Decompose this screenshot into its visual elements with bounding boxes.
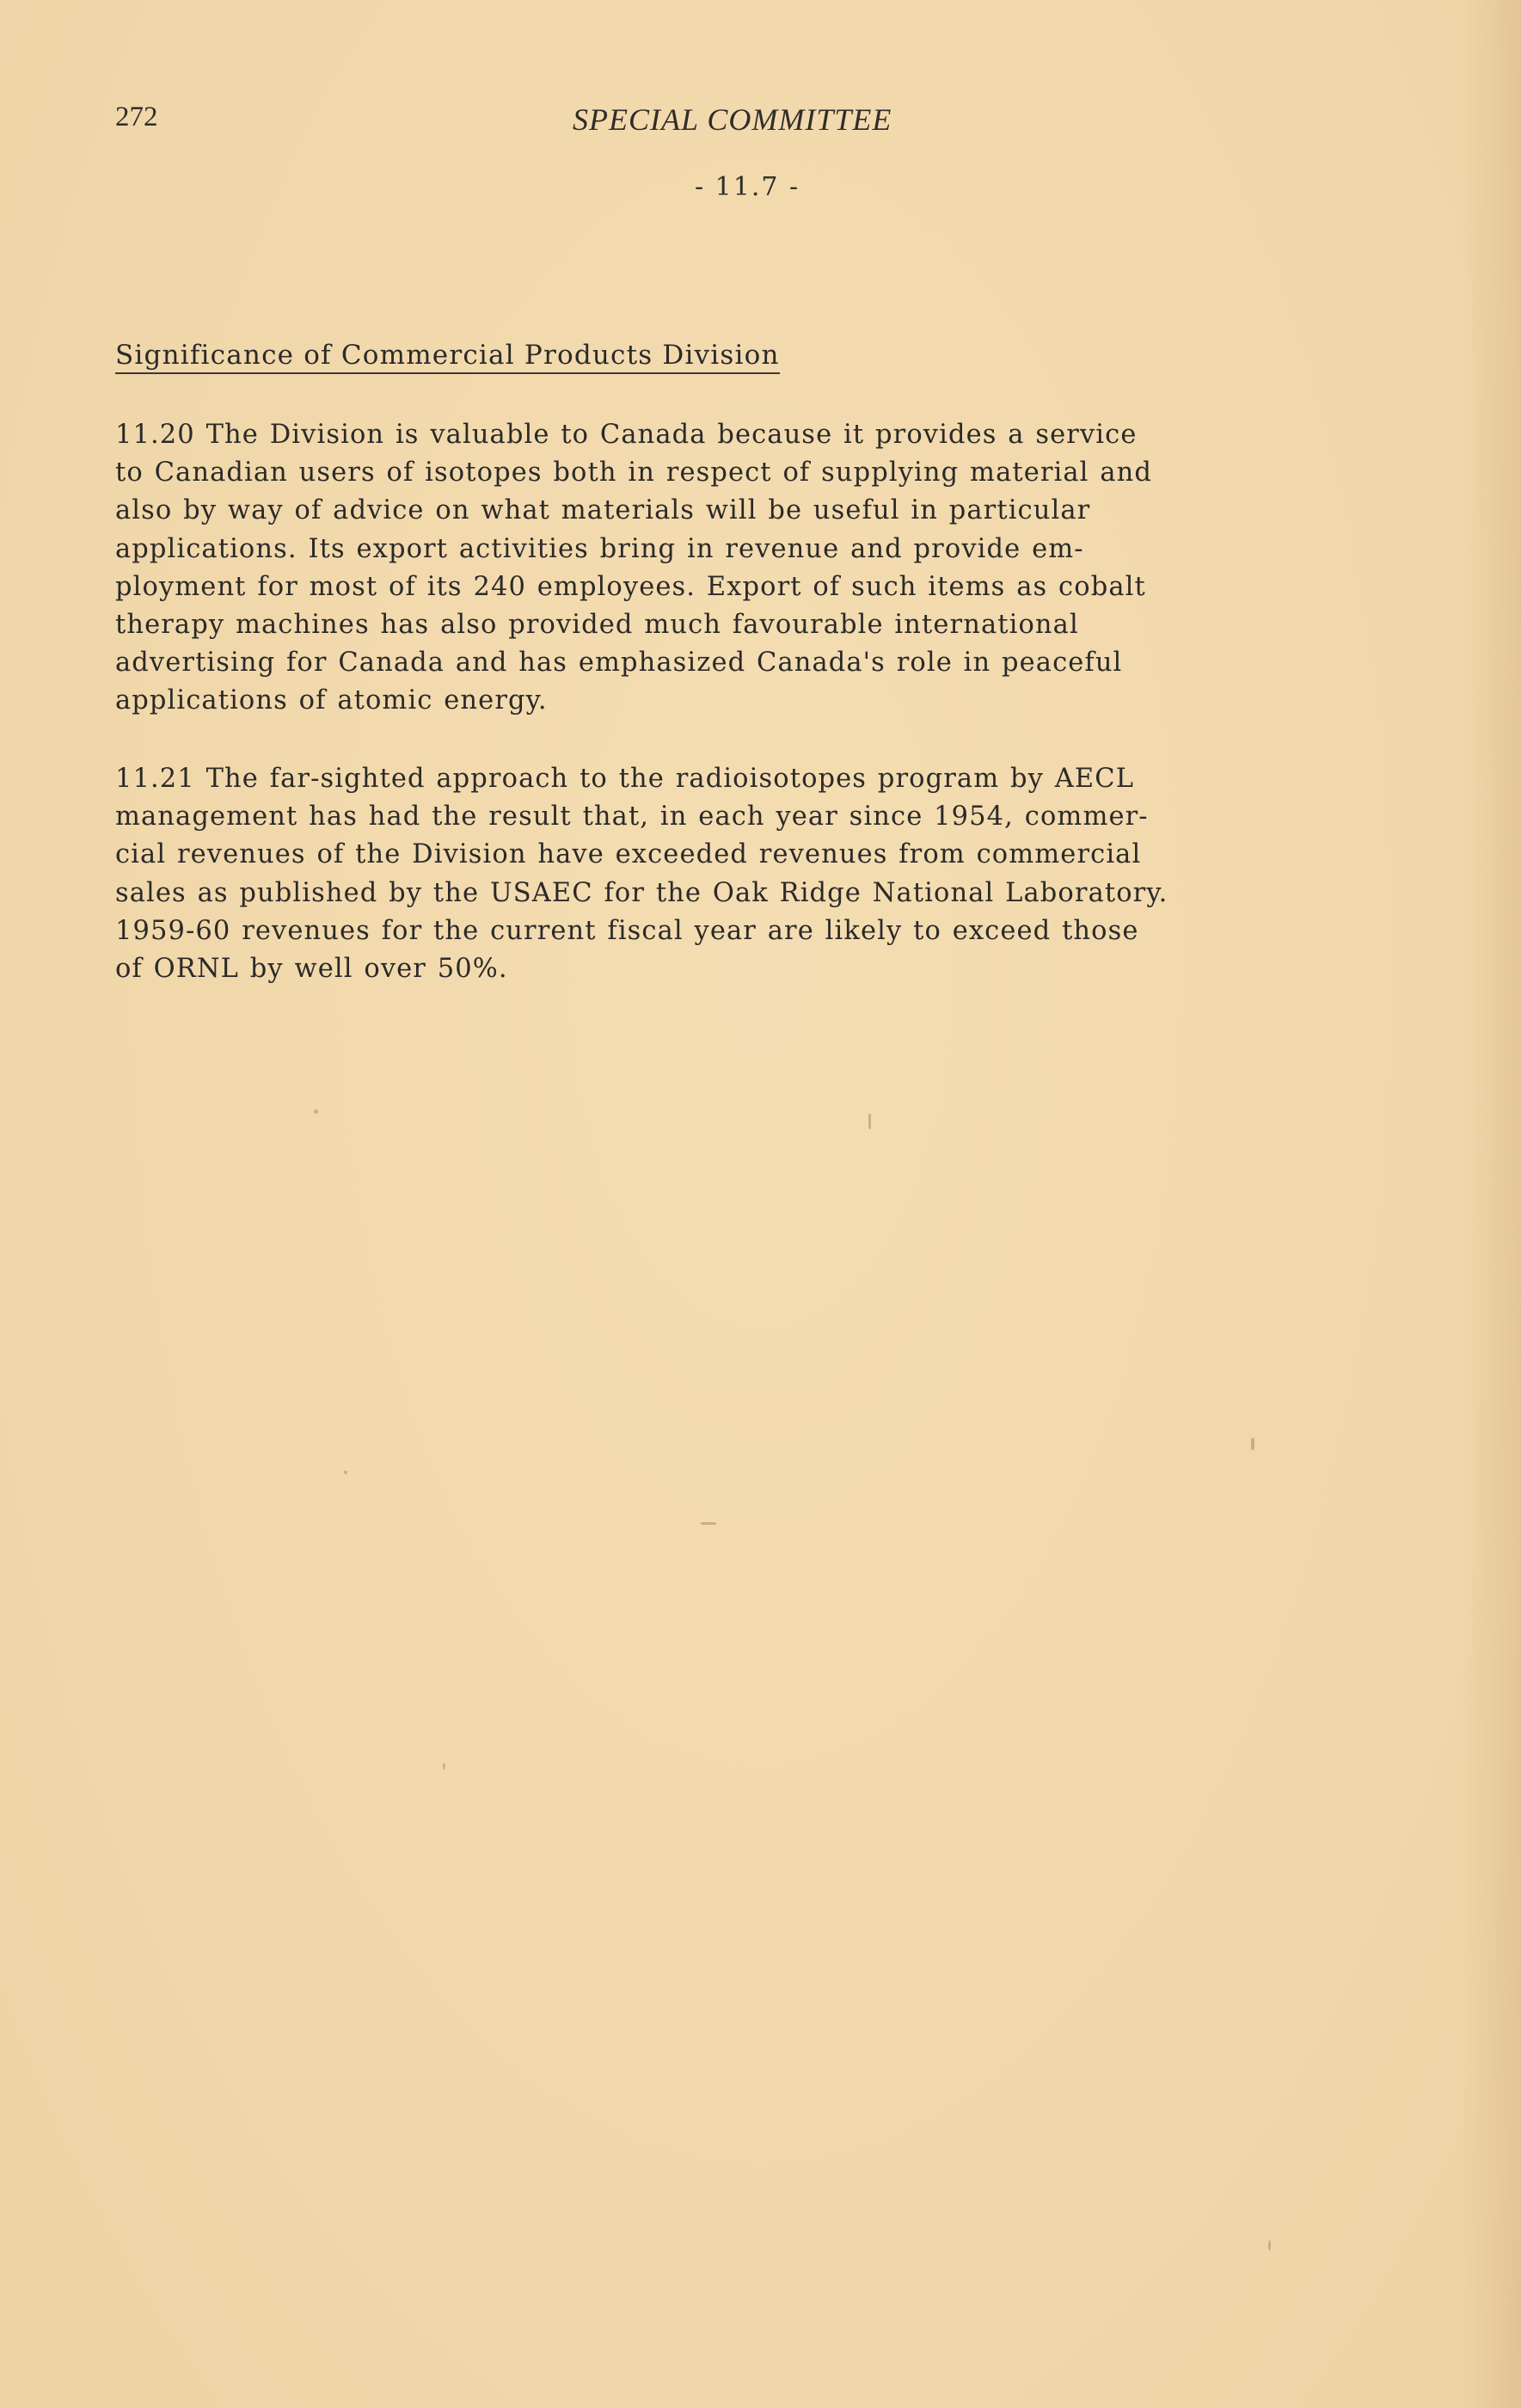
- paper-fleck: [1268, 2240, 1271, 2251]
- paragraph-line: therapy machines has also provided much favourable international: [115, 610, 1079, 641]
- paragraph-line: applications. Its export activities bring in revenue and provide em-: [115, 533, 1084, 564]
- section-number: - 11.7 -: [695, 172, 800, 202]
- paragraph-line: 11.20 The Division is valuable to Canada because it provides a service: [115, 420, 1138, 450]
- running-head: SPECIAL COMMITTEE: [573, 102, 892, 137]
- page-number: 272: [115, 101, 158, 132]
- paper-fleck: [314, 1109, 318, 1114]
- paragraph-line: management has had the result that, in each year since 1954, commer-: [115, 802, 1149, 832]
- paragraph-line: also by way of advice on what materials will be useful in particular: [115, 495, 1091, 526]
- paragraph-line: sales as published by the USAEC for the Oak Ridge National Laboratory.: [115, 877, 1168, 908]
- paragraph-11-20: [115, 416, 1319, 721]
- paper-fleck: [701, 1522, 716, 1525]
- paragraph-line: of ORNL by well over 50%.: [115, 954, 508, 985]
- paragraph-line: 11.21 The far-sighted approach to the radioisotopes program by AECL: [115, 764, 1135, 794]
- paragraph-line: to Canadian users of isotopes both in respect of supplying material and: [115, 458, 1152, 488]
- paper-fleck: [344, 1471, 347, 1474]
- paragraph-line: 1959-60 revenues for the current fiscal year are likely to exceed those: [115, 915, 1139, 946]
- section-heading: Significance of Commercial Products Division: [115, 340, 780, 374]
- paragraph-line: advertising for Canada and has emphasized Canada's role in peaceful: [115, 648, 1123, 679]
- paper-fleck: [1251, 1438, 1254, 1450]
- paragraph-line: cial revenues of the Division have exceeded revenues from commercial: [115, 839, 1142, 870]
- paper-fleck: [443, 1763, 445, 1770]
- paragraph-line: applications of atomic energy.: [115, 685, 548, 716]
- paragraph-11-21: [115, 760, 1319, 988]
- paragraph-line: ployment for most of its 240 employees. Export of such items as cobalt: [115, 571, 1146, 602]
- paper-fleck: [868, 1114, 871, 1129]
